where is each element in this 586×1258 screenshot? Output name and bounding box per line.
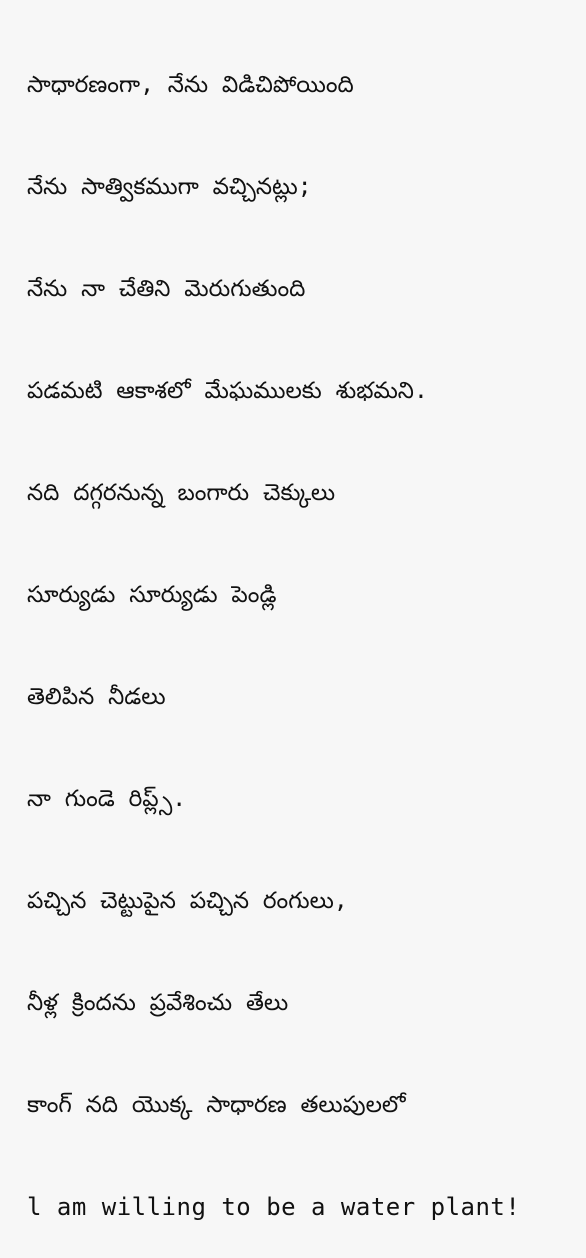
poem-line-10: నీళ్ల క్రిందను ప్రవేశించు తేలు <box>27 990 289 1016</box>
poem-line-3: నేను నా చేతిని మెరుగుతుంది <box>27 276 306 302</box>
poem-line-8: నా గుండె రిప్ల్స్. <box>27 786 187 812</box>
poem-line-2: నేను సాత్వికముగా వచ్చినట్లు; <box>27 174 312 200</box>
poem-line-11: కాంగ్ నది యొక్క సాధారణ తలుపులలో <box>27 1092 406 1118</box>
poem-line-9: పచ్చిన చెట్టుపైన పచ్చిన రంగులు, <box>27 888 348 914</box>
poem-line-5: నది దగ్గరనున్న బంగారు చెక్కులు <box>27 480 336 506</box>
poem-line-7: తెలిపిన నీడలు <box>27 684 166 710</box>
poem-line-4: పడమటి ఆకాశలో మేఘములకు శుభమని. <box>27 378 428 404</box>
poem-line-12: l am willing to be a water plant! <box>27 1193 521 1221</box>
poem-line-6: సూర్యుడు సూర్యుడు పెండ్లి <box>27 582 277 608</box>
poem-line-1: సాధారణంగా, నేను విడిచిపోయింది <box>27 72 354 98</box>
poem-text-block <box>27 0 583 1258</box>
